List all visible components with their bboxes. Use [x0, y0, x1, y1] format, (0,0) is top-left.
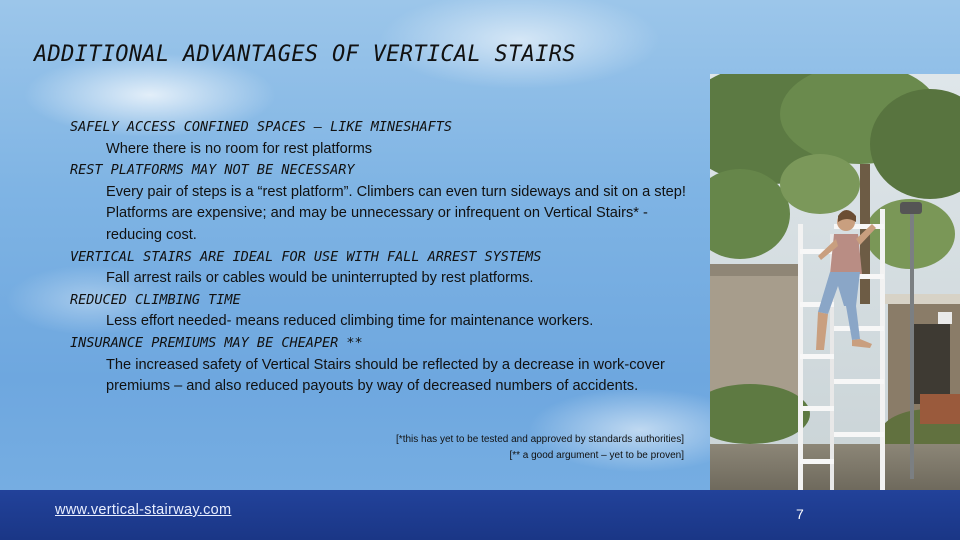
- list-item: [70, 333, 700, 398]
- stairway-photo: [710, 74, 960, 491]
- footnotes: [396, 432, 684, 464]
- list-item: [70, 290, 700, 333]
- footnote: [*this has yet to be tested and approved by standards authorities]: [396, 434, 684, 445]
- page-number: 7: [796, 506, 804, 522]
- item-description: Fall arrest rails or cables would be uninterrupted by rest platforms.: [106, 270, 534, 287]
- item-heading: REST PLATFORMS MAY NOT BE NECESSARY: [70, 162, 355, 179]
- footnote: [** a good argument – yet to be proven]: [509, 450, 684, 461]
- item-description: Less effort needed- means reduced climbing time for maintenance workers.: [106, 313, 594, 330]
- item-heading: REDUCED CLIMBING TIME: [70, 291, 241, 308]
- item-heading: SAFELY ACCESS CONFINED SPACES – LIKE MINESHAFTS: [70, 119, 453, 135]
- list-item: [70, 117, 700, 160]
- website-link[interactable]: www.vertical-stairway.com: [55, 502, 232, 518]
- list-item: [70, 160, 700, 246]
- slide-title: ADDITIONAL ADVANTAGES OF VERTICAL STAIRS: [34, 42, 576, 67]
- item-description: The increased safety of Vertical Stairs should be reflected by a decrease in work-cover premiums – and also reduced payouts by way of decreased numbers of accidents.: [106, 356, 665, 395]
- list-item: [70, 247, 700, 290]
- item-description: Every pair of steps is a “rest platform”. Climbers can even turn sideways and sit on a step! Platforms are expensive; and may be unnecessary or infrequent on Vertical Stairs* - reducing cost.: [106, 183, 686, 243]
- item-heading: VERTICAL STAIRS ARE IDEAL FOR USE WITH FALL ARREST SYSTEMS: [70, 248, 542, 265]
- footer-bar: [0, 490, 960, 540]
- item-heading: INSURANCE PREMIUMS MAY BE CHEAPER **: [70, 334, 363, 351]
- item-description: Where there is no room for rest platforms: [106, 140, 373, 157]
- advantages-list: [70, 117, 700, 398]
